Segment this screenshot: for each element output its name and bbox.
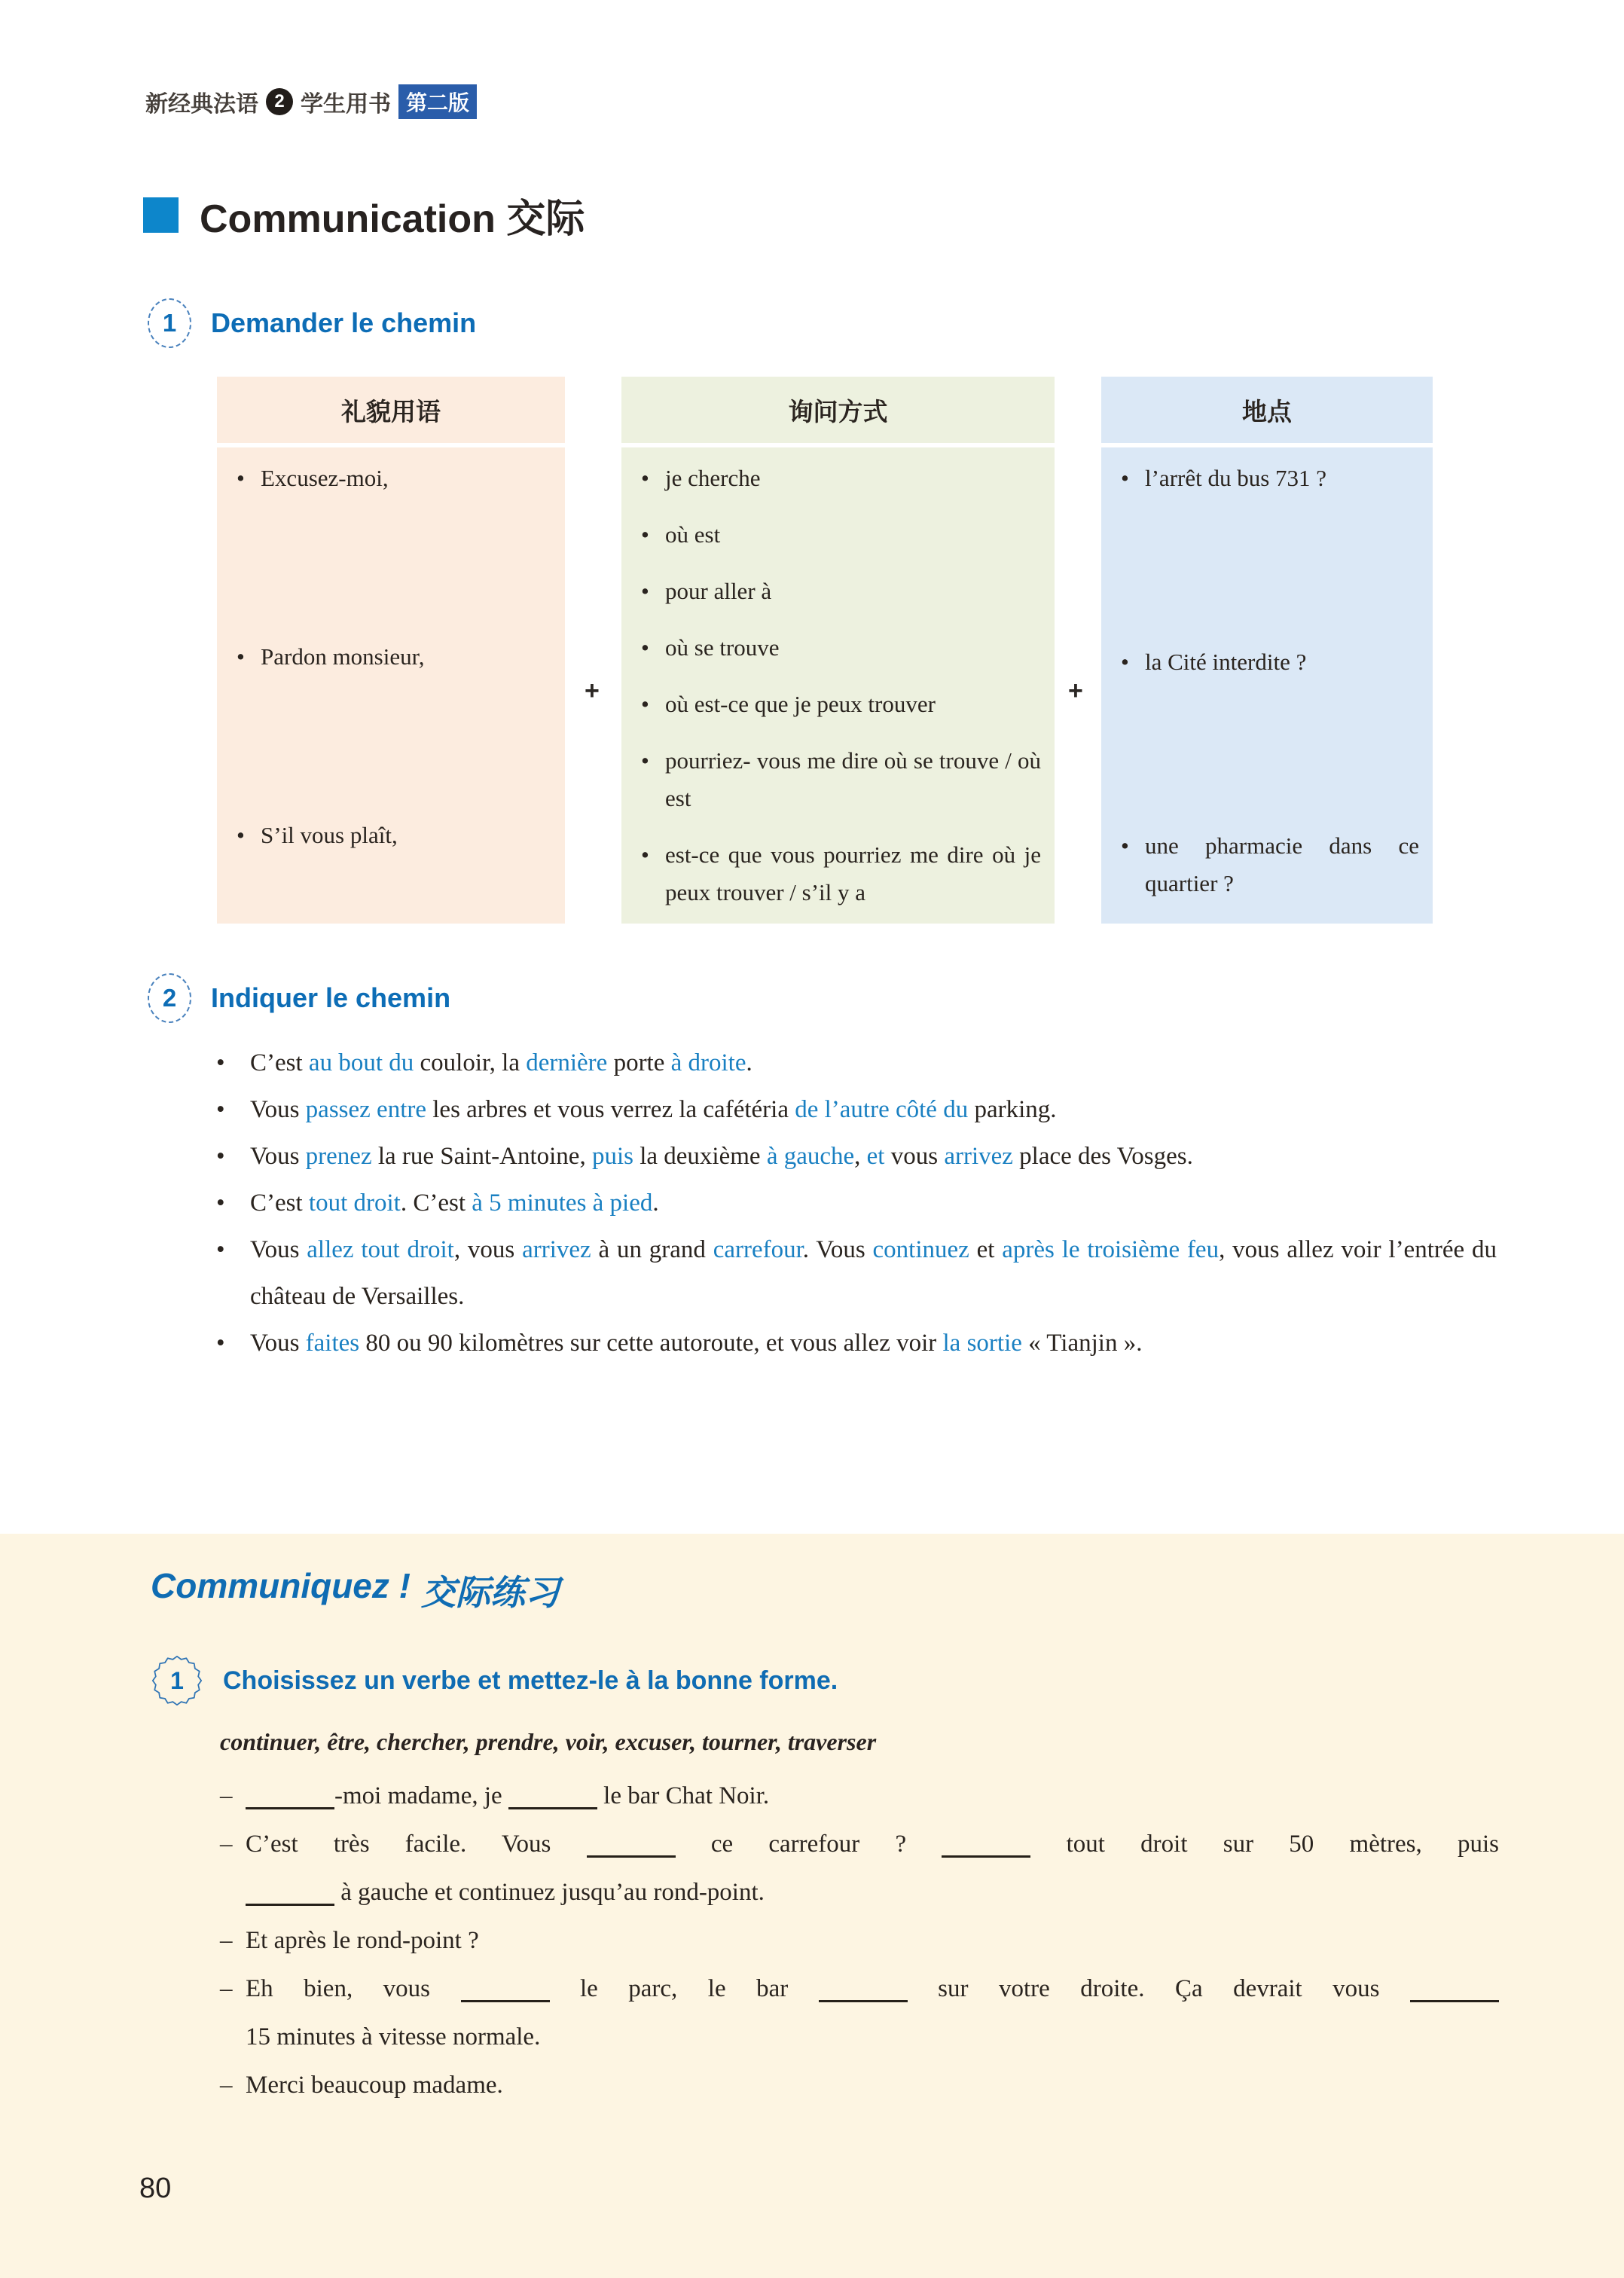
- table-column-question: [621, 377, 1055, 924]
- text-run: , vous: [453, 1236, 523, 1263]
- table-item: [621, 742, 1055, 817]
- direction-example-text: [250, 1086, 1497, 1133]
- table-item-text: pour aller à: [665, 578, 772, 604]
- text-run: .: [652, 1189, 659, 1217]
- text-run: sur votre droite. Ça devrait vous: [907, 1975, 1410, 2002]
- text-run: Merci beaucoup madame.: [246, 2072, 503, 2099]
- table-item: [1101, 460, 1433, 497]
- highlighted-phrase: arrivez: [522, 1236, 591, 1263]
- section1-number-badge: 1: [148, 298, 191, 348]
- highlighted-phrase: dernière: [526, 1049, 608, 1076]
- bullet-dot-icon: •: [237, 643, 245, 670]
- dialogue-line: [220, 2061, 1499, 2109]
- highlighted-phrase: continuez: [872, 1236, 969, 1263]
- text-run: le bar Chat Noir.: [597, 1782, 770, 1809]
- table-item: [217, 460, 565, 497]
- dialogue-line: [220, 1868, 1499, 1916]
- text-run: Vous: [250, 1096, 306, 1123]
- table-item-text: Excusez-moi,: [261, 465, 389, 491]
- text-run: -moi madame, je: [334, 1782, 508, 1809]
- table-item-text: est-ce que vous pourriez me dire où je peux trouver / s’il y a: [665, 841, 1041, 905]
- highlighted-phrase: au bout du: [308, 1049, 414, 1076]
- highlighted-phrase: passez entre: [305, 1096, 426, 1123]
- series-title: 新经典法语: [145, 92, 258, 117]
- table-item: [621, 629, 1055, 667]
- table-item: [1101, 643, 1433, 681]
- table-item: [1101, 827, 1433, 902]
- text-run: à un grand: [591, 1236, 713, 1263]
- section1-heading: [148, 298, 476, 348]
- direction-example: [216, 1133, 1497, 1180]
- plus-sign: +: [1068, 676, 1083, 705]
- direction-example: [216, 1040, 1497, 1086]
- dialogue-line: [220, 1820, 1499, 1868]
- section1-title: Demander le chemin: [211, 307, 477, 338]
- direction-example: [216, 1086, 1497, 1133]
- edition-badge: 第二版: [398, 84, 477, 119]
- text-run: tout droit sur 50 mètres, puis: [1030, 1831, 1499, 1858]
- blank-line: [461, 1974, 550, 2002]
- title-square-icon: [143, 197, 179, 233]
- bullet-dot-icon: •: [216, 1049, 225, 1076]
- highlighted-phrase: puis: [591, 1143, 633, 1170]
- bullet-dot-icon: •: [641, 465, 649, 491]
- bullet-dot-icon: •: [641, 634, 649, 661]
- bullet-dot-icon: •: [216, 1189, 225, 1217]
- table-item-text: où se trouve: [665, 634, 780, 661]
- bullet-dot-icon: •: [216, 1330, 225, 1357]
- exercise1-number-badge: 1: [151, 1654, 203, 1707]
- blank-line: [246, 1878, 334, 1906]
- blank-line: [819, 1974, 908, 2002]
- section2-heading: [148, 973, 450, 1023]
- highlighted-phrase: après le troisième feu: [1002, 1236, 1220, 1263]
- dialogue-dash: –: [220, 1927, 233, 1954]
- dialogue-line: [220, 1772, 1499, 1820]
- communiquez-title: [151, 1565, 560, 1615]
- direction-phrases-table: [217, 377, 1433, 924]
- text-run: . C’est: [400, 1189, 472, 1217]
- bullet-dot-icon: •: [1121, 832, 1129, 859]
- direction-example: [216, 1180, 1497, 1226]
- page-number: 80: [139, 2173, 172, 2204]
- communiquez-title-zh: 交际练习: [420, 1573, 560, 1612]
- text-run: parking.: [968, 1096, 1057, 1123]
- blank-line: [587, 1830, 676, 1858]
- text-run: . Vous: [802, 1236, 873, 1263]
- text-run: ce carrefour ?: [675, 1831, 942, 1858]
- text-run: les arbres et vous verrez la cafétéria: [426, 1096, 795, 1123]
- text-run: à gauche et continuez jusqu’au rond-point.: [334, 1879, 765, 1906]
- blank-line: [508, 1782, 597, 1809]
- running-header: [145, 84, 477, 119]
- direction-example: [216, 1320, 1497, 1366]
- text-run: et: [969, 1236, 1003, 1263]
- table-column-polite: [217, 377, 565, 924]
- page-title-text: Communication 交际: [200, 197, 585, 241]
- table-item: [621, 686, 1055, 723]
- bullet-dot-icon: •: [237, 822, 245, 848]
- exercise1-heading: [151, 1654, 838, 1707]
- series-subtitle: 学生用书: [301, 92, 391, 117]
- highlighted-phrase: faites: [305, 1330, 360, 1357]
- bullet-dot-icon: •: [641, 841, 649, 868]
- exercise-panel: [0, 1534, 1624, 2278]
- table-item: [217, 638, 565, 676]
- blank-line: [246, 1782, 334, 1809]
- text-run: « Tianjin ».: [1021, 1330, 1143, 1357]
- exercise-dialogue: [220, 1772, 1499, 2109]
- text-run: Eh bien, vous: [246, 1975, 461, 2002]
- highlighted-phrase: à 5 minutes à pied: [472, 1189, 653, 1217]
- table-item-text: où est: [665, 521, 721, 548]
- table-column-place: [1101, 377, 1433, 924]
- highlighted-phrase: carrefour: [713, 1236, 803, 1263]
- text-run: Et après le rond-point ?: [246, 1927, 479, 1954]
- dialogue-dash: –: [220, 1975, 233, 2002]
- table-item-text: S’il vous plaît,: [261, 822, 398, 848]
- text-run: la rue Saint-Antoine,: [371, 1143, 592, 1170]
- table-item: [621, 460, 1055, 497]
- dialogue-dash: –: [220, 1831, 233, 1858]
- dialogue-line: [220, 1965, 1499, 2013]
- column-header-question: 询问方式: [621, 377, 1055, 447]
- text-run: Vous: [250, 1236, 307, 1263]
- bullet-dot-icon: •: [641, 691, 649, 717]
- direction-example-text: [250, 1226, 1497, 1320]
- text-run: Vous: [250, 1330, 306, 1357]
- highlighted-phrase: arrivez: [944, 1143, 1013, 1170]
- blank-line: [942, 1830, 1030, 1858]
- table-item-text: je cherche: [665, 465, 761, 491]
- highlighted-phrase: et: [866, 1143, 885, 1170]
- highlighted-phrase: à gauche: [766, 1143, 855, 1170]
- highlighted-phrase: tout droit: [308, 1189, 401, 1217]
- direction-example: [216, 1226, 1497, 1320]
- text-run: vous: [884, 1143, 945, 1170]
- direction-example-text: [250, 1133, 1497, 1180]
- table-item-text: l’arrêt du bus 731 ?: [1145, 465, 1327, 491]
- bullet-dot-icon: •: [641, 578, 649, 604]
- table-item-text: une pharmacie dans ce quartier ?: [1145, 832, 1419, 896]
- highlighted-phrase: la sortie: [942, 1330, 1022, 1357]
- highlighted-phrase: prenez: [305, 1143, 372, 1170]
- dialogue-line: [220, 1916, 1499, 1965]
- text-run: .: [746, 1049, 752, 1076]
- highlighted-phrase: à droite: [670, 1049, 746, 1076]
- bullet-dot-icon: •: [216, 1236, 225, 1263]
- text-run: ,: [854, 1143, 867, 1170]
- book-number-badge: 2: [266, 88, 293, 115]
- table-item: [217, 817, 565, 854]
- text-run: C’est très facile. Vous: [246, 1831, 587, 1858]
- bullet-dot-icon: •: [216, 1096, 225, 1123]
- text-run: , vous allez voir l’entrée du château de Versailles.: [250, 1236, 1497, 1310]
- dialogue-dash: –: [220, 2072, 233, 2099]
- page-title: [143, 187, 585, 243]
- bullet-dot-icon: •: [1121, 465, 1129, 491]
- bullet-dot-icon: •: [216, 1143, 225, 1170]
- text-run: place des Vosges.: [1012, 1143, 1193, 1170]
- bullet-dot-icon: •: [237, 465, 245, 491]
- bullet-dot-icon: •: [641, 521, 649, 548]
- column-header-place: 地点: [1101, 377, 1433, 447]
- text-run: 80 ou 90 kilomètres sur cette autoroute, et vous allez voir: [359, 1330, 943, 1357]
- text-run: 15 minutes à vitesse normale.: [246, 2023, 541, 2051]
- text-run: la deuxième: [633, 1143, 767, 1170]
- bullet-dot-icon: •: [641, 747, 649, 774]
- text-run: couloir, la: [414, 1049, 527, 1076]
- blank-line: [1410, 1974, 1499, 2002]
- dialogue-line: [220, 2013, 1499, 2061]
- table-item-text: où est-ce que je peux trouver: [665, 691, 936, 717]
- highlighted-phrase: de l’autre côté du: [795, 1096, 969, 1123]
- verb-bank: continuer, être, chercher, prendre, voir, excuser, tourner, traverser: [220, 1728, 877, 1755]
- direction-examples-list: [216, 1040, 1497, 1366]
- communiquez-title-fr: Communiquez !: [151, 1566, 411, 1605]
- column-header-polite: 礼貌用语: [217, 377, 565, 447]
- text-run: porte: [607, 1049, 671, 1076]
- table-item-text: pourriez- vous me dire où se trouve / où est: [665, 747, 1041, 811]
- text-run: C’est: [250, 1189, 309, 1217]
- direction-example-text: [250, 1040, 1497, 1086]
- text-run: Vous: [250, 1143, 306, 1170]
- dialogue-dash: –: [220, 1782, 233, 1809]
- plus-sign: +: [585, 676, 600, 705]
- table-item-text: la Cité interdite ?: [1145, 649, 1307, 675]
- table-item: [621, 516, 1055, 554]
- table-item: [621, 836, 1055, 912]
- highlighted-phrase: allez tout droit: [307, 1236, 454, 1263]
- direction-example-text: [250, 1320, 1497, 1366]
- direction-example-text: [250, 1180, 1497, 1226]
- text-run: le parc, le bar: [549, 1975, 819, 2002]
- section2-number-badge: 2: [148, 973, 191, 1023]
- table-item: [621, 573, 1055, 610]
- text-run: C’est: [250, 1049, 309, 1076]
- table-item-text: Pardon monsieur,: [261, 643, 425, 670]
- bullet-dot-icon: •: [1121, 649, 1129, 675]
- section2-title: Indiquer le chemin: [211, 982, 451, 1013]
- exercise1-title: Choisissez un verbe et mettez-le à la bonne forme.: [223, 1666, 838, 1695]
